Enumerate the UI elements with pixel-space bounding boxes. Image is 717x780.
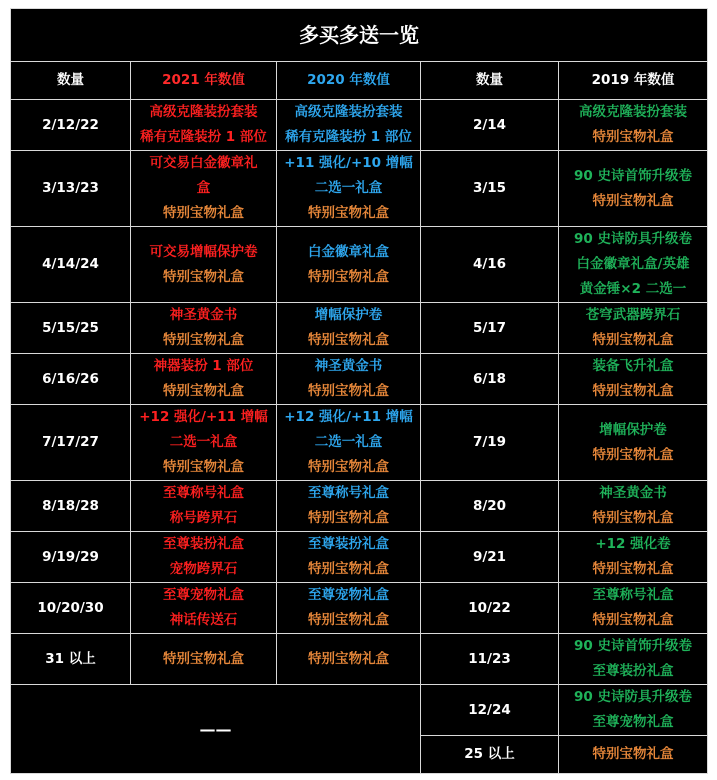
- qty-cell: 4/14/24: [11, 227, 131, 303]
- value-2021-cell: [131, 583, 277, 634]
- cell-line: 90 史诗首饰升级卷: [574, 638, 692, 654]
- value-2021-cell: [131, 303, 277, 354]
- qty-cell: 8/18/28: [11, 481, 131, 532]
- cell-line: 高级克隆装扮套装: [149, 104, 258, 120]
- table-row: [11, 532, 708, 583]
- cell-line: 神圣黄金书: [599, 485, 667, 501]
- cell-line: 至尊称号礼盒: [308, 485, 389, 501]
- gift-table-container: [10, 8, 707, 774]
- cell-line: 特别宝物礼盒: [308, 205, 389, 221]
- cell-line: 二选一礼盒: [314, 180, 383, 196]
- value-2021-cell: [131, 634, 277, 685]
- header-2020: 2020 年数值: [277, 62, 421, 100]
- cell-line: 特别宝物礼盒: [308, 612, 389, 628]
- empty-dash-cell: ——: [11, 685, 421, 774]
- value-2019-cell: [559, 532, 708, 583]
- qty-cell: 5/17: [421, 303, 559, 354]
- table-row: [11, 634, 708, 685]
- header-2021: 2021 年数值: [131, 62, 277, 100]
- qty-cell: 8/20: [421, 481, 559, 532]
- value-2020-cell: [277, 532, 421, 583]
- qty-cell: 9/21: [421, 532, 559, 583]
- cell-line: 白金徽章礼盒: [308, 243, 389, 260]
- header-qty-right: 数量: [421, 62, 559, 100]
- gift-table: [10, 8, 708, 774]
- value-2019-cell: [559, 583, 708, 634]
- value-2020-cell: [277, 481, 421, 532]
- qty-cell: 6/16/26: [11, 354, 131, 405]
- cell-line: 装备飞升礼盒: [592, 358, 674, 374]
- table-row: [11, 685, 708, 736]
- value-2019-cell: [559, 151, 708, 227]
- qty-cell: 3/13/23: [11, 151, 131, 227]
- cell-line: 特别宝物礼盒: [308, 459, 389, 475]
- table-row: [11, 100, 708, 151]
- value-2020-cell: [277, 100, 421, 151]
- cell-line: 增幅保护卷: [314, 307, 383, 323]
- qty-cell: 10/22: [421, 583, 559, 634]
- value-2020-cell: [277, 151, 421, 227]
- value-2020-cell: [277, 227, 421, 303]
- cell-line: 特别宝物礼盒: [308, 332, 389, 348]
- cell-line: 特别宝物礼盒: [592, 612, 674, 628]
- cell-line: 特别宝物礼盒: [163, 268, 244, 285]
- value-2021-cell: [131, 405, 277, 481]
- qty-cell: 6/18: [421, 354, 559, 405]
- cell-line: 可交易白金徽章礼: [149, 155, 258, 171]
- cell-line: 90 史诗首饰升级卷: [574, 167, 692, 184]
- qty-cell: 10/20/30: [11, 583, 131, 634]
- value-2021-cell: [131, 100, 277, 151]
- qty-cell: 7/17/27: [11, 405, 131, 481]
- cell-line: 特别宝物礼盒: [592, 446, 674, 463]
- cell-line: 神话传送石: [169, 612, 238, 628]
- cell-line: 神圣黄金书: [314, 358, 383, 374]
- cell-line: 90 史诗防具升级卷: [574, 231, 692, 247]
- value-2019-cell: [559, 634, 708, 685]
- cell-line: 至尊装扮礼盒: [592, 663, 674, 679]
- cell-line: +12 强化卷: [595, 536, 671, 552]
- value-2020-cell: [277, 303, 421, 354]
- table-row: [11, 303, 708, 354]
- cell-line: 特别宝物礼盒: [592, 561, 674, 577]
- cell-line: 特别宝物礼盒: [163, 383, 244, 399]
- cell-line: 特别宝物礼盒: [163, 459, 244, 475]
- qty-cell: 2/12/22: [11, 100, 131, 151]
- value-2019-cell: [559, 100, 708, 151]
- cell-line: 苍穹武器跨界石: [585, 307, 681, 323]
- cell-line: 特别宝物礼盒: [592, 332, 674, 348]
- header-2019: 2019 年数值: [559, 62, 708, 100]
- value-2021-cell: [131, 481, 277, 532]
- qty-cell: 25 以上: [421, 736, 559, 774]
- value-2021-cell: [131, 354, 277, 405]
- cell-line: +12 强化/+11 增幅: [139, 409, 268, 425]
- cell-line: 特别宝物礼盒: [592, 383, 674, 399]
- value-2020-cell: [277, 354, 421, 405]
- cell-line: 高级克隆装扮套装: [294, 104, 403, 120]
- cell-line: 盒: [196, 180, 211, 196]
- cell-line: 至尊称号礼盒: [592, 587, 674, 603]
- qty-cell: 31 以上: [11, 634, 131, 685]
- cell-line: 神器装扮 1 部位: [153, 358, 254, 374]
- cell-line: 至尊宠物礼盒: [592, 714, 674, 730]
- cell-line: 黄金锤×2 二选一: [579, 281, 687, 297]
- cell-line: 至尊宠物礼盒: [163, 587, 244, 603]
- cell-line: 特别宝物礼盒: [308, 510, 389, 526]
- value-2021-cell: [131, 227, 277, 303]
- cell-line: 特别宝物礼盒: [308, 383, 389, 399]
- cell-line: 至尊称号礼盒: [163, 485, 244, 501]
- qty-cell: 11/23: [421, 634, 559, 685]
- cell-line: 可交易增幅保护卷: [149, 243, 258, 260]
- cell-line: 特别宝物礼盒: [163, 332, 244, 348]
- value-2020-cell: [277, 405, 421, 481]
- cell-line: +12 强化/+11 增幅: [284, 409, 413, 425]
- table-row: [11, 405, 708, 481]
- cell-line: 特别宝物礼盒: [308, 268, 389, 285]
- value-2020-cell: [277, 634, 421, 685]
- cell-line: 稀有克隆装扮 1 部位: [285, 129, 412, 145]
- cell-line: 特别宝物礼盒: [592, 510, 674, 526]
- cell-line: 特别宝物礼盒: [592, 746, 674, 762]
- cell-line: 90 史诗防具升级卷: [574, 689, 692, 705]
- value-2019-cell: [559, 405, 708, 481]
- qty-cell: 4/16: [421, 227, 559, 303]
- value-2021-cell: [131, 532, 277, 583]
- value-2021-cell: [131, 151, 277, 227]
- table-row: [11, 227, 708, 303]
- table-row: [11, 583, 708, 634]
- header-qty-left: 数量: [11, 62, 131, 100]
- cell-line: 特别宝物礼盒: [592, 129, 674, 145]
- table-row: [11, 481, 708, 532]
- value-2019-cell: [559, 303, 708, 354]
- cell-line: 稀有克隆装扮 1 部位: [140, 129, 267, 145]
- qty-cell: 12/24: [421, 685, 559, 736]
- qty-cell: 2/14: [421, 100, 559, 151]
- cell-line: 至尊装扮礼盒: [163, 536, 244, 552]
- cell-line: 白金徽章礼盒/英雄: [576, 256, 690, 272]
- value-2019-cell: [559, 685, 708, 736]
- cell-line: 特别宝物礼盒: [308, 561, 389, 577]
- qty-cell: 3/15: [421, 151, 559, 227]
- cell-line: 神圣黄金书: [169, 307, 238, 323]
- cell-line: 特别宝物礼盒: [163, 205, 244, 221]
- cell-line: 称号跨界石: [169, 510, 238, 526]
- qty-cell: 5/15/25: [11, 303, 131, 354]
- table-row: [11, 151, 708, 227]
- value-2019-cell: [559, 354, 708, 405]
- value-2019-cell: [559, 481, 708, 532]
- cell-line: 至尊宠物礼盒: [308, 587, 389, 603]
- cell-line: 二选一礼盒: [314, 434, 383, 450]
- table-row: [11, 354, 708, 405]
- cell-line: 特别宝物礼盒: [163, 650, 244, 667]
- cell-line: 特别宝物礼盒: [308, 650, 389, 667]
- value-2019-cell: [559, 736, 708, 774]
- cell-line: 至尊装扮礼盒: [308, 536, 389, 552]
- cell-line: 二选一礼盒: [169, 434, 238, 450]
- qty-cell: 7/19: [421, 405, 559, 481]
- cell-line: +11 强化/+10 增幅: [284, 155, 413, 171]
- cell-line: 增幅保护卷: [599, 421, 667, 438]
- value-2019-cell: [559, 227, 708, 303]
- cell-line: 宠物跨界石: [169, 561, 238, 577]
- value-2020-cell: [277, 583, 421, 634]
- qty-cell: 9/19/29: [11, 532, 131, 583]
- cell-line: 高级克隆装扮套装: [579, 104, 687, 120]
- table-title: 多买多送一览: [11, 9, 708, 62]
- cell-line: 特别宝物礼盒: [592, 192, 674, 209]
